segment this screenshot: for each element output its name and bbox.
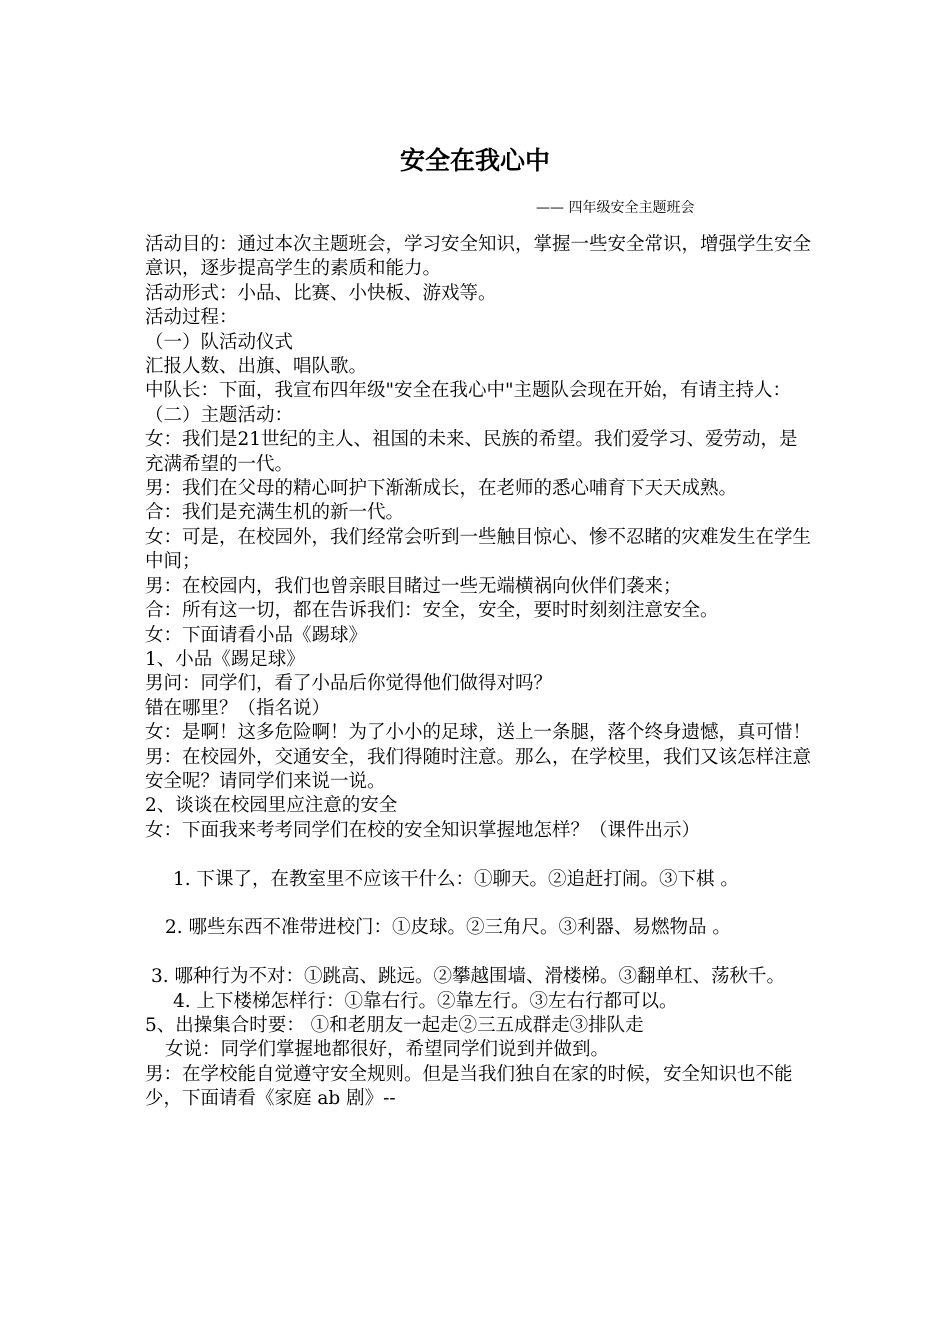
paragraph-dialogue-4: 女：可是，在校园外，我们经常会听到一些触目惊心、惨不忍睹的灾难发生在学生中间； — [145, 526, 812, 573]
paragraph-quiz-intro: 女：下面我来考考同学们在校的安全知识掌握地怎样？（课件出示） — [145, 819, 701, 841]
paragraph-ceremony: 汇报人数、出旗、唱队歌。 — [145, 356, 368, 378]
paragraph-dialogue-9: 错在哪里？（指名说） — [145, 697, 331, 719]
paragraph-dialogue-5: 男：在校园内，我们也曾亲眼目睹过一些无端横祸向伙伴们袭来； — [145, 575, 682, 597]
paragraph-dialogue-12: 女说：同学们掌握地都很好，希望同学们说到并做到。 — [165, 1039, 610, 1061]
paragraph-dialogue-13: 男：在学校能自觉遵守安全规则。但是当我们独自在家的时候，安全知识也不能少，下面请看《家庭 ab 剧》-- — [145, 1063, 793, 1110]
paragraph-dialogue-11: 男：在校园外，交通安全，我们得随时注意。那么，在学校里，我们又该怎样注意安全呢？请同学们来说一说。 — [145, 746, 812, 792]
paragraph-captain: 中队长：下面，我宣布四年级"安全在我心中"主题队会现在开始，有请主持人：（二）主题活动： — [145, 380, 792, 426]
quiz-item-5: 5、出操集合时要： ①和老朋友一起走②三五成群走③排队走 — [145, 1014, 644, 1036]
quiz-item-4: 4. 上下楼梯怎样行：①靠右行。②靠左行。③左右行都可以。 — [173, 990, 678, 1012]
quiz-item-1: 1. 下课了，在教室里不应该干什么：①聊天。②追赶打闹。③下棋 。 — [173, 868, 739, 890]
paragraph-dialogue-2: 男：我们在父母的精心呵护下渐渐成长，在老师的悉心哺育下天天成熟。 — [145, 478, 738, 500]
document-body — [145, 233, 813, 1112]
paragraph-dialogue-6: 合：所有这一切，都在告诉我们：安全，安全，要时时刻刻注意安全。 — [145, 600, 719, 622]
paragraph-sketch-heading: 1、小品《踢足球》 — [145, 648, 305, 670]
paragraph-dialogue-3: 合：我们是充满生机的新一代。 — [145, 502, 405, 524]
paragraph-form: 活动形式：小品、比赛、小快板、游戏等。 — [145, 282, 497, 304]
paragraph-dialogue-10: 女：是啊！这多危险啊！为了小小的足球，送上一条腿，落个终身遗憾，真可惜！ — [145, 722, 812, 744]
quiz-item-2: 2. 哪些东西不准带进校门：①皮球。②三角尺。③利器、易燃物品 。 — [165, 917, 731, 939]
document-title: 安全在我心中 — [399, 146, 550, 175]
paragraph-section-one: （一）队活动仪式 — [145, 331, 294, 353]
paragraph-purpose: 活动目的：通过本次主题班会，学习安全知识，掌握一些安全常识，增强学生安全意识，逐步提高学生的素质和能力。 — [145, 234, 812, 280]
document-subtitle: —— 四年级安全主题班会 — [536, 200, 695, 216]
paragraph-dialogue-1: 女：我们是21世纪的主人、祖国的未来、民族的希望。我们爱学习、爱劳动，是充满希望的一代。 — [145, 429, 798, 475]
paragraph-process-heading: 活动过程： — [145, 307, 238, 329]
quiz-item-3: 3. 哪种行为不对：①跳高、跳远。②攀越围墙、滑楼梯。③翻单杠、荡秋千。 — [151, 966, 786, 988]
paragraph-dialogue-8: 男问：同学们，看了小品后你觉得他们做得对吗？ — [145, 673, 553, 695]
paragraph-campus-heading: 2、谈谈在校园里应注意的安全 — [145, 795, 398, 817]
paragraph-dialogue-7: 女：下面请看小品《踢球》 — [145, 624, 368, 646]
